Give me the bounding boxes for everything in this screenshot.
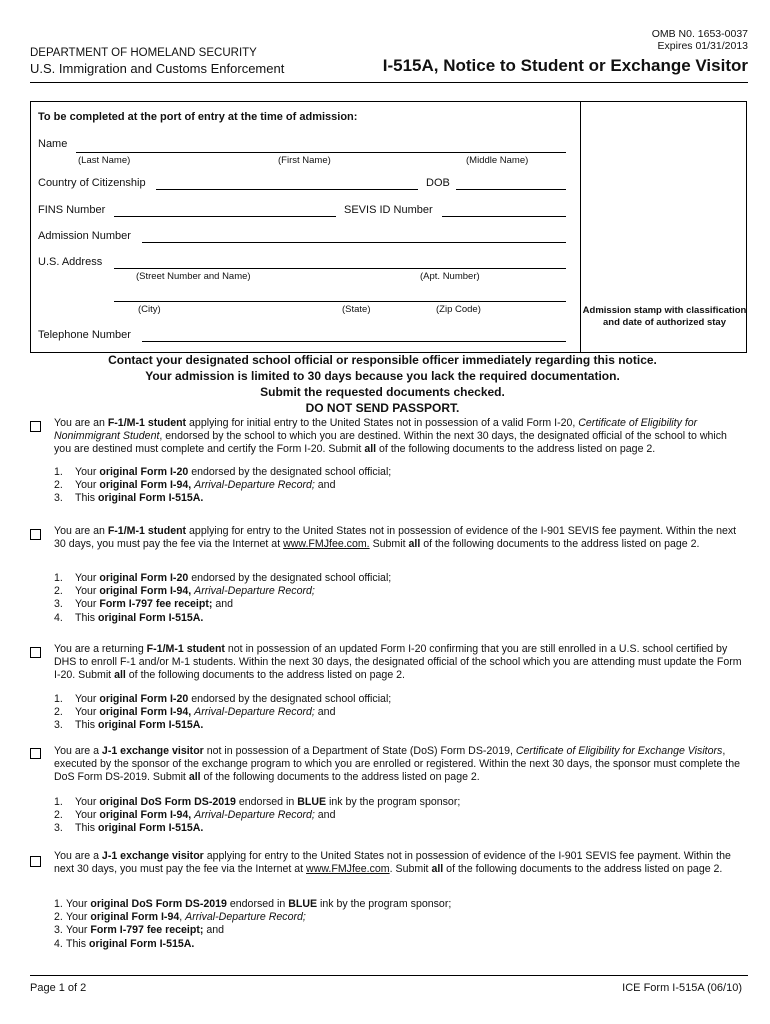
list-item-number: 1. [54,466,63,478]
list-item-text: This original Form I-515A. [66,937,195,950]
document-list [54,572,391,625]
citizenship-field[interactable] [156,189,418,190]
list-item-number: 2. [54,585,63,598]
bold-text: original Form I-515A. [97,822,204,835]
bold-text: F-1/M-1 student [107,525,187,537]
document-list-item [54,706,391,719]
list-item-number: 3. [54,598,63,611]
italic-text: Arrival-Departure Record; [185,911,306,924]
footer-rule [30,975,748,976]
admission-number-field[interactable] [142,242,566,243]
notice-line: Contact your designated school official or responsible officer immediately regarding this notice. [108,353,657,367]
list-item-number: 1. [54,898,63,910]
document-list-item [54,585,391,598]
document-list-item [54,809,460,822]
bold-text: original Form I-515A. [97,611,204,624]
list-item-text: This original Form I-515A. [75,719,204,732]
document-list [54,466,391,506]
option-checkbox[interactable] [30,529,41,540]
italic-text: Arrival-Departure Record; [194,706,315,719]
bold-text: original Form I-515A. [97,492,204,505]
name-label: Name [38,138,68,150]
italic-text: Certificate of Eligibility for Nonimmigrant Student [54,417,698,443]
list-item-text: Your original Form I-94, Arrival-Departure Record; [66,911,306,924]
italic-text: Arrival-Departure Record; [194,809,315,822]
form-id: ICE Form I-515A (06/10) [622,982,742,994]
telephone-label: Telephone Number [38,329,131,341]
list-item-text: Your original Form I-94, Arrival-Departure Record; [75,585,315,598]
list-item-number: 4. [54,937,63,950]
document-list-item [54,479,391,492]
bold-text: original Form I-94 [90,911,180,924]
notice-block [30,352,735,416]
document-list-item [54,466,391,479]
agency-name: U.S. Immigration and Customs Enforcement [30,61,285,76]
fmjfee-link[interactable]: www.FMJfee.com [306,863,390,876]
list-item-number: 3. [54,822,63,835]
omb-block [652,28,748,52]
bold-text: original Form I-20 [99,466,189,478]
notice-line: Submit the requested documents checked. [260,385,505,399]
address-label: U.S. Address [38,256,103,268]
bold-text: original Form I-94, [99,706,195,719]
entry-box-heading: To be completed at the port of entry at the time of admission: [38,111,358,123]
list-item-text: Your original Form I-20 endorsed by the designated school official; [75,572,392,584]
bold-text: original Form I-515A. [97,719,204,732]
bold-text: Form I-797 fee receipt; [90,924,204,937]
bold-text: all [364,443,377,456]
bold-text: original Form I-94, [99,585,195,598]
document-list [54,693,391,733]
apt-caption: (Apt. Number) [420,271,480,282]
list-item-text: Your original Form I-20 endorsed by the designated school official; [75,466,392,478]
street-caption: (Street Number and Name) [136,271,251,282]
dob-field[interactable] [456,189,566,190]
document-list-item [54,719,391,732]
option-checkbox[interactable] [30,856,41,867]
list-item-text: This original Form I-515A. [75,611,204,624]
fins-label: FINS Number [38,204,106,216]
list-item-number: 2. [54,479,63,492]
option-text: You are a J-1 exchange visitor applying for entry to the United States not in possession of evidence of the I-901 SEVIS fee payment. Within the next 30 days, you must pay the fee via the Internet at www.FMJfee.com. Submit all of the following documents to the address listed on page 2. [54,850,731,876]
document-list-item [54,612,391,625]
list-item-text: Your original Form I-94, Arrival-Departure Record; and [75,809,336,822]
document-list-item [54,598,391,611]
bold-text: all [408,538,421,551]
list-item-number: 3. [54,719,63,732]
page-number: Page 1 of 2 [30,982,87,994]
city-state-zip-field[interactable] [114,301,566,302]
sevis-label: SEVIS ID Number [344,204,433,216]
bold-text: original Form I-94, [99,479,195,492]
notice-line: Your admission is limited to 30 days because you lack the required documentation. [145,369,620,383]
telephone-field[interactable] [142,341,566,342]
bold-text: BLUE [288,898,318,910]
list-item-text: Your original DoS Form DS-2019 endorsed in BLUE ink by the program sponsor; [66,898,452,910]
document-list-item [54,924,451,937]
document-list-item [54,492,391,505]
list-item-text: Your Form I-797 fee receipt; and [66,924,225,937]
list-item-text: Your original DoS Form DS-2019 endorsed in BLUE ink by the program sponsor; [75,796,461,808]
document-list-item [54,693,391,706]
street-address-field[interactable] [114,268,566,269]
option-checkbox[interactable] [30,647,41,658]
bold-text: all [188,771,201,784]
bold-text: Form I-797 fee receipt; [99,598,213,611]
list-item-number: 1. [54,796,63,808]
list-item-text: Your original Form I-94, Arrival-Departure Record; and [75,706,336,719]
expiration-date: Expires 01/31/2013 [657,40,748,52]
stamp-divider [580,101,581,353]
state-caption: (State) [342,304,371,315]
sevis-field[interactable] [442,216,566,217]
bold-text: all [114,669,126,682]
admission-stamp-area: Admission stamp with classification and date of authorized stay [582,305,747,328]
form-title: I-515A, Notice to Student or Exchange Visitor [382,56,748,75]
list-item-text: Your original Form I-20 endorsed by the designated school official; [75,693,392,705]
list-item-text: This original Form I-515A. [75,492,204,505]
list-item-number: 3. [54,492,63,505]
bold-text: original DoS Form DS-2019 [99,796,236,808]
fins-field[interactable] [114,216,336,217]
list-item-number: 3. [54,924,63,937]
first-name-caption: (First Name) [278,155,331,166]
option-text: You are an F-1/M-1 student applying for initial entry to the United States not in possession of a valid Form I-20, Certificate of Eligibility for Nonimmigrant Student, endorsed by the school to which you are destined. Within the next 30 days, the designated official of the school to which you are destined must complete and certify the Form I-20. Submit all of the following documents to the address listed on page 2. [54,417,727,456]
list-item-text: Your original Form I-94, Arrival-Departure Record; and [75,479,336,492]
bold-text: original Form I-515A. [88,937,195,950]
bold-text: original Form I-20 [99,693,189,705]
option-checkbox[interactable] [30,748,41,759]
last-name-caption: (Last Name) [78,155,131,166]
bold-text: original Form I-20 [99,572,189,584]
document-list [54,796,460,836]
bold-text: original Form I-94, [99,809,195,822]
option-checkbox[interactable] [30,421,41,432]
option-text: You are a J-1 exchange visitor not in possession of a Department of State (DoS) Form DS-2019, Certificate of Eligibility for Exchange Visitors, executed by the sponsor of the exchange program to which you are enrolled or registered. Within the next 30 days, the sponsor must complete the DoS Form DS-2019. Submit all of the following documents to the address listed on page 2. [54,745,741,784]
document-list-item [54,822,460,835]
list-item-text: Your Form I-797 fee receipt; and [75,598,234,611]
bold-text: original DoS Form DS-2019 [90,898,227,910]
list-item-number: 2. [54,706,63,719]
document-list [54,898,451,951]
italic-text: Arrival-Departure Record; [194,479,315,492]
omb-number: OMB N0. 1653-0037 [651,28,748,40]
header-rule [30,82,748,83]
italic-text: Arrival-Departure Record; [194,585,315,598]
department-block [30,46,284,76]
list-item-number: 2. [54,911,63,924]
name-field[interactable] [76,152,566,153]
document-list-item [54,911,451,924]
option-text: You are an F-1/M-1 student applying for entry to the United States not in possession of evidence of the I-901 SEVIS fee payment. Within the next 30 days, you must pay the fee via the Internet at www.FMJfee.com. Submit all of the following documents to the address listed on page 2. [54,525,737,551]
document-list-item [54,796,460,809]
document-list-item [54,572,391,585]
bold-text: F-1/M-1 student [107,417,187,429]
list-item-number: 4. [54,611,63,624]
list-item-number: 1. [54,693,63,705]
bold-text: all [431,863,444,876]
list-item-number: 1. [54,572,63,584]
document-list-item [54,898,451,911]
document-list-item [54,938,451,951]
admission-number-label: Admission Number [38,230,131,242]
bold-text: BLUE [297,796,327,808]
citizenship-label: Country of Citizenship [38,177,146,189]
middle-name-caption: (Middle Name) [466,155,529,166]
bold-text: F-1/M-1 student [146,643,225,655]
list-item-number: 2. [54,809,63,822]
dob-label: DOB [426,177,450,189]
city-caption: (City) [138,304,161,315]
bold-text: J-1 exchange visitor [101,745,204,757]
italic-text: Certificate of Eligibility for Exchange Visitors [515,745,723,757]
bold-text: J-1 exchange visitor [101,850,204,862]
list-item-text: This original Form I-515A. [75,822,204,835]
notice-line: DO NOT SEND PASSPORT. [305,401,460,415]
option-text: You are a returning F-1/M-1 student not in possession of an updated Form I-20 confirming that you are still enrolled in a U.S. school certified by DHS to enroll F-1 and/or M-1 students. Within the next 30 days, the designated official of the school which you are attending must update the Form I-20. Submit all of the following documents to the address listed on page 2. [54,643,742,682]
zip-caption: (Zip Code) [436,304,481,315]
fmjfee-link[interactable]: www.FMJfee.com. [283,538,370,551]
department-name: DEPARTMENT OF HOMELAND SECURITY [30,47,257,59]
